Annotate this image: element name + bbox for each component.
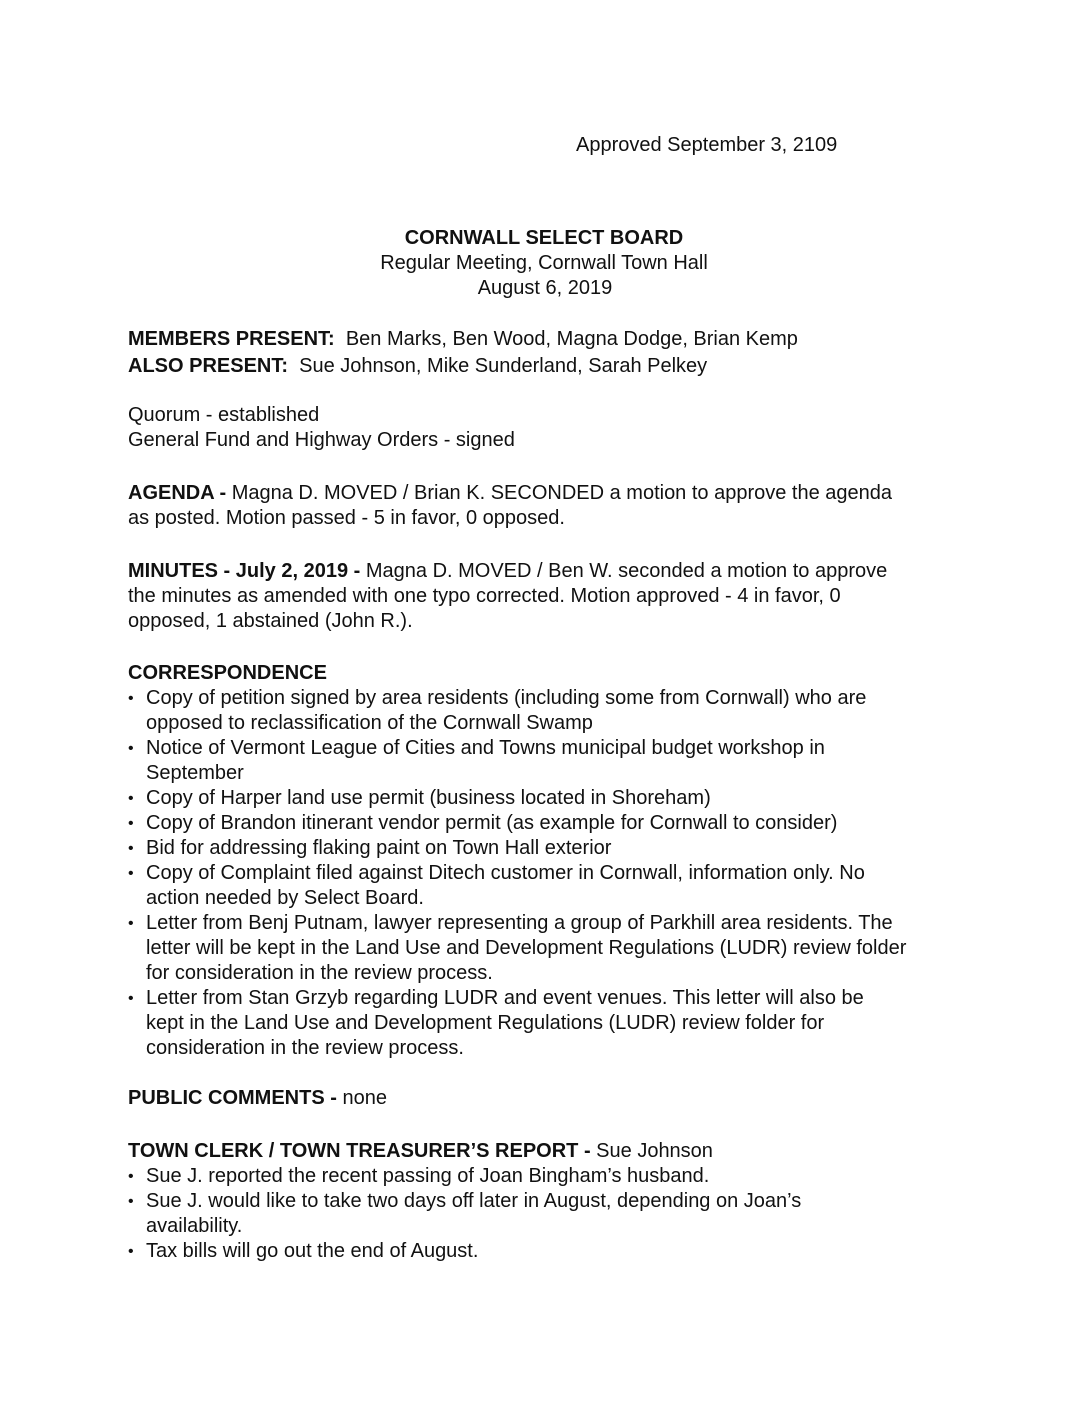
minutes-line-2: the minutes as amended with one typo corrected. Motion approved - 4 in favor, 0 [128, 585, 841, 607]
list-item [128, 861, 968, 911]
minutes-line-1 [128, 559, 968, 584]
also-present-line [128, 354, 968, 379]
list-item [128, 911, 968, 986]
list-item-line: • Tax bills will go out the end of August. [146, 1240, 479, 1262]
list-item [128, 736, 968, 786]
public-comments-section [128, 1086, 968, 1111]
list-item-line: • Bid for addressing flaking paint on Town Hall exterior [146, 837, 612, 859]
list-item-line: availability. [146, 1215, 243, 1237]
agenda-line-2: as posted. Motion passed - 5 in favor, 0 opposed. [128, 507, 565, 529]
agenda-section [128, 481, 968, 531]
agenda-line-1 [128, 481, 968, 506]
minutes-section [128, 559, 968, 634]
document-header [128, 226, 960, 301]
meeting-date: August 6, 2019 [477, 277, 613, 299]
list-item-line: for consideration in the review process. [146, 962, 493, 984]
minutes-line-3: opposed, 1 abstained (John R.). [128, 610, 413, 632]
clerk-report-heading [128, 1139, 968, 1164]
list-item [128, 811, 968, 836]
quorum-line: Quorum - established [128, 404, 320, 426]
attendance-section [128, 327, 968, 379]
minutes-label: MINUTES - July 2, 2019 - [128, 560, 361, 582]
list-item-line: • Copy of Complaint filed against Ditech customer in Cornwall, information only. No [146, 862, 865, 884]
minutes-text-1: Magna D. MOVED / Ben W. seconded a motion to approve [365, 560, 888, 582]
list-item [128, 686, 968, 736]
approval-note: Approved September 3, 2109 [576, 134, 838, 156]
list-item-line: kept in the Land Use and Development Regulations (LUDR) review folder for [146, 1012, 825, 1034]
status-section [128, 403, 968, 453]
list-item-line: consideration in the review process. [146, 1037, 464, 1059]
meeting-subtitle: Regular Meeting, Cornwall Town Hall [380, 252, 708, 274]
agenda-label: AGENDA - [128, 482, 227, 504]
correspondence-section [128, 661, 968, 1061]
list-item-line: • Letter from Stan Grzyb regarding LUDR and event venues. This letter will also be [146, 987, 864, 1009]
list-item [128, 1164, 968, 1189]
agenda-text-1: Magna D. MOVED / Brian K. SECONDED a motion to approve the agenda [231, 482, 893, 504]
clerk-report-label: TOWN CLERK / TOWN TREASURER’S REPORT - [128, 1140, 591, 1162]
clerk-report-name: Sue Johnson [596, 1140, 713, 1162]
public-comments-label: PUBLIC COMMENTS - [128, 1087, 337, 1109]
list-item-line: • Letter from Benj Putnam, lawyer representing a group of Parkhill area residents. The [146, 912, 893, 934]
members-present-label: MEMBERS PRESENT: [128, 328, 335, 350]
list-item [128, 986, 968, 1061]
clerk-report-section [128, 1139, 968, 1264]
board-title: CORNWALL SELECT BOARD [404, 227, 684, 249]
list-item-line: • Copy of Brandon itinerant vendor permit (as example for Cornwall to consider) [146, 812, 838, 834]
list-item-line: action needed by Select Board. [146, 887, 424, 909]
list-item-line: • Copy of Harper land use permit (business located in Shoreham) [146, 787, 711, 809]
also-present-label: ALSO PRESENT: [128, 355, 289, 377]
list-item [128, 786, 968, 811]
orders-line: General Fund and Highway Orders - signed [128, 429, 515, 451]
list-item [128, 836, 968, 861]
also-present-list: Sue Johnson, Mike Sunderland, Sarah Pelkey [299, 355, 708, 377]
clerk-report-list [128, 1164, 968, 1264]
list-item [128, 1239, 968, 1264]
members-present-list: Ben Marks, Ben Wood, Magna Dodge, Brian Kemp [345, 328, 798, 350]
list-item-line: opposed to reclassification of the Cornwall Swamp [146, 712, 593, 734]
members-present-line [128, 327, 968, 352]
correspondence-list [128, 686, 968, 1061]
list-item-line: letter will be kept in the Land Use and Development Regulations (LUDR) review folder [146, 937, 907, 959]
list-item [128, 1189, 968, 1239]
list-item-line: • Copy of petition signed by area residents (including some from Cornwall) who are [146, 687, 867, 709]
list-item-line: • Notice of Vermont League of Cities and Towns municipal budget workshop in [146, 737, 825, 759]
public-comments-line [128, 1086, 968, 1111]
public-comments-text: none [342, 1087, 387, 1109]
correspondence-heading: CORRESPONDENCE [128, 662, 327, 684]
list-item-line: September [146, 762, 244, 784]
list-item-line: • Sue J. reported the recent passing of Joan Bingham’s husband. [146, 1165, 710, 1187]
list-item-line: • Sue J. would like to take two days off later in August, depending on Joan’s [146, 1190, 802, 1212]
